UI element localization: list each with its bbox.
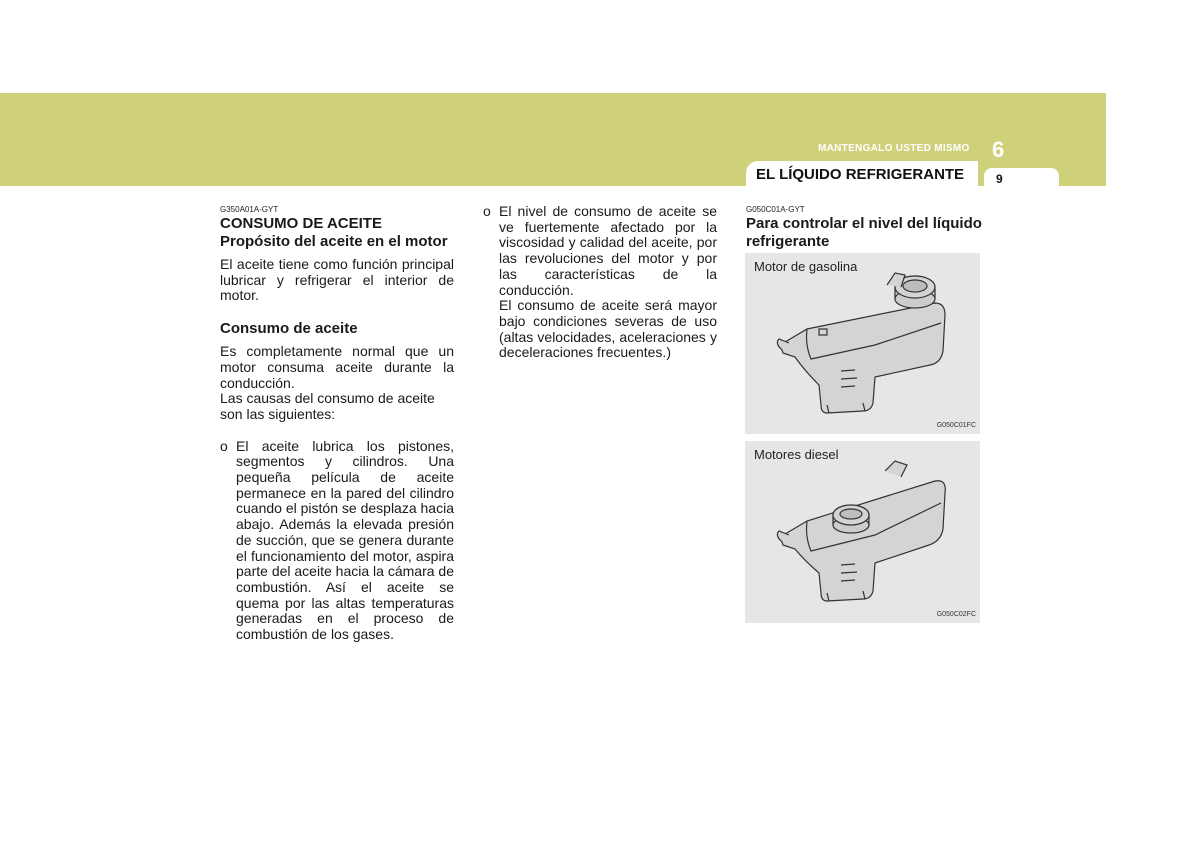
bullet-mark: o — [483, 203, 491, 219]
figure-label: Motor de gasolina — [754, 259, 858, 274]
intro-paragraph: El aceite tiene como función principal lubricar y refrigerar el interior de motor. — [220, 256, 454, 304]
coolant-reservoir-icon — [745, 253, 980, 434]
bullet-mark: o — [220, 437, 228, 454]
bullet-text: El nivel de consumo de aceite se ve fuertemente afectado por la viscosidad y calidad del aceite, por las revoluciones del motor y por las características de la conducción. — [499, 203, 717, 298]
left-column — [220, 205, 454, 643]
section-title-coolant: Para controlar el nivel del líquido refrigerante — [746, 215, 982, 250]
chapter-number: 6 — [992, 137, 1005, 162]
subheading-oil-consumption: Consumo de aceite — [220, 320, 358, 338]
paragraph-normal: Es completamente normal que un motor consuma aceite durante la conducción. — [220, 343, 454, 391]
page-number: 9 — [996, 172, 1003, 186]
section-code: G350A01A-GYT — [220, 205, 279, 214]
coolant-reservoir-icon — [745, 441, 980, 623]
right-column — [746, 205, 982, 251]
figure-gasoline — [745, 253, 980, 434]
middle-column — [483, 204, 717, 361]
figure-code: G050C01FC — [936, 422, 976, 429]
section-title: MANTENGALO USTED MISMO — [818, 143, 970, 154]
section-code: G050C01A-GYT — [746, 205, 805, 214]
figure-label: Motores diesel — [754, 447, 839, 462]
section-title-oil: CONSUMO DE ACEITE — [220, 215, 382, 232]
section-subtitle: Propósito del aceite en el motor — [220, 233, 448, 250]
figure-code: G050C02FC — [936, 611, 976, 618]
figure-diesel — [745, 441, 980, 623]
bullet-text: El consumo de aceite será mayor bajo condiciones severas de uso (altas velocidades, aceleraciones y deceleraciones frecuentes.) — [499, 297, 717, 361]
bullet-item — [220, 439, 454, 643]
topic-title: EL LÍQUIDO REFRIGERANTE — [756, 166, 965, 183]
paragraph-causes: Las causas del consumo de aceite son las siguientes: — [220, 390, 435, 422]
bullet-text: El aceite lubrica los pistones, segmentos y cilindros. Una pequeña película de aceite permanece en la pared del cilindro cuando el pistón se desplaza hacia abajo. Además la elevada presión de succión, que se genera durante el funcionamiento del motor, aspira parte del aceite hacia la cámara de combustión. Así el aceite se quema por las altas temperaturas generadas en el proceso de combustión de los gases. — [236, 437, 454, 643]
bullet-item — [483, 204, 717, 298]
bullet-continuation — [483, 298, 717, 361]
